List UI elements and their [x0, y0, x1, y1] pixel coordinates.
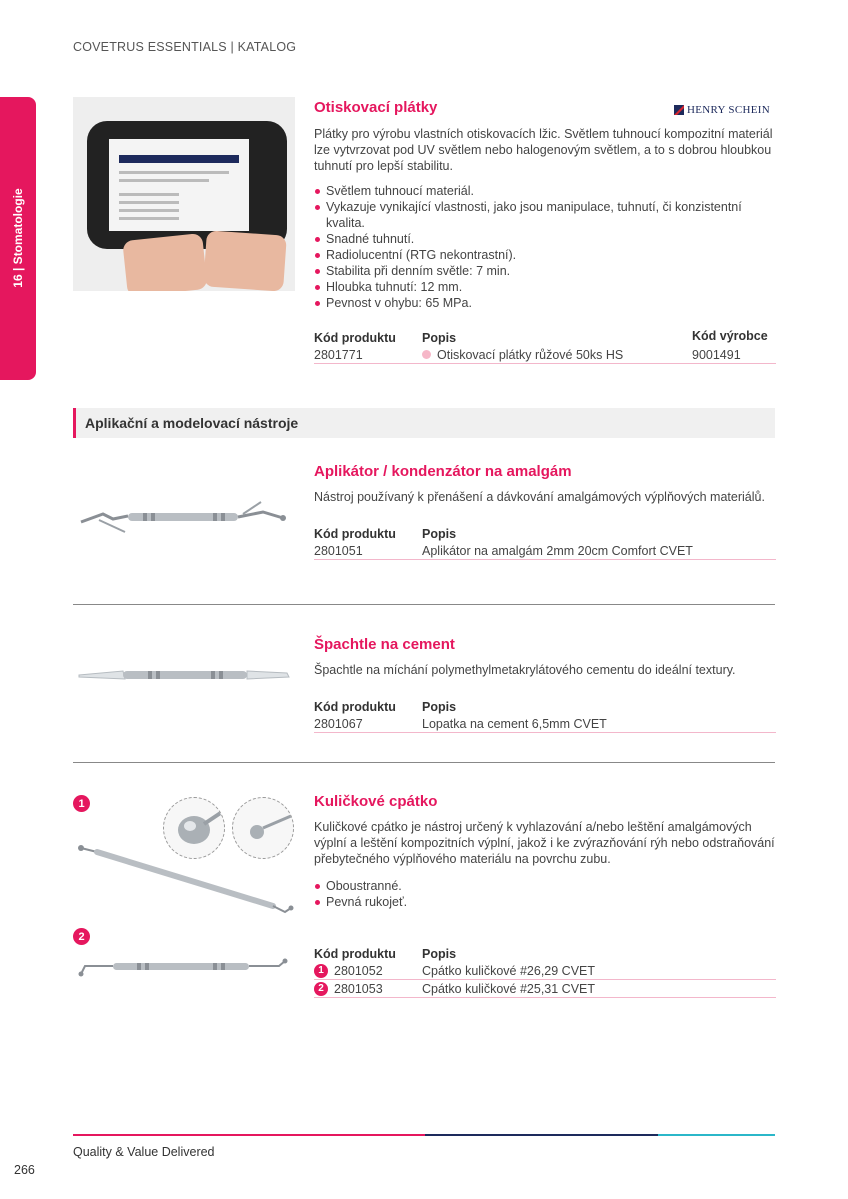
cement-spatula-image — [73, 662, 295, 688]
column-header: Popis — [422, 946, 457, 961]
feature-list — [314, 878, 774, 910]
table-header-row — [314, 945, 776, 962]
feature-item: Stabilita při denním světle: 7 min. — [314, 263, 774, 279]
brand-mark-icon — [674, 105, 684, 115]
footer-line-pink — [73, 1134, 425, 1136]
impression-tray-product-image — [73, 97, 295, 291]
table-row — [314, 715, 776, 733]
image-number-badge: 1 — [73, 795, 90, 812]
feature-item: Světlem tuhnoucí materiál. — [314, 183, 774, 199]
column-header: Kód produktu — [314, 946, 396, 961]
tray-sheet — [203, 230, 287, 291]
table-header-row — [314, 525, 776, 542]
product-code: 2801052 — [334, 963, 383, 978]
footer-line-navy — [425, 1134, 658, 1136]
product-title: Špachtle na cement — [314, 636, 455, 653]
column-header: Kód produktu — [314, 699, 396, 714]
table-row — [314, 542, 776, 560]
feature-item: Radiolucentní (RTG nekontrastní). — [314, 247, 774, 263]
divider — [73, 762, 775, 763]
feature-item: Pevnost v ohybu: 65 MPa. — [314, 295, 774, 311]
case-label — [109, 139, 249, 231]
page-number: 266 — [14, 1163, 35, 1177]
section-heading — [73, 408, 775, 438]
product-code: 2801053 — [334, 981, 383, 996]
product-desc: Cpátko kuličkové #26,29 CVET — [422, 963, 596, 978]
column-header: Kód výrobce — [692, 329, 768, 343]
column-header: Popis — [422, 526, 457, 541]
product-description: Nástroj používaný k přenášení a dávkování amalgámových výplňových materiálů. — [314, 490, 765, 504]
chapter-tab-label: 16 | Stomatologie — [11, 188, 25, 288]
column-header: Kód produktu — [314, 526, 396, 541]
product-table — [314, 698, 776, 733]
product-case — [87, 121, 287, 249]
product-description: Kuličkové cpátko je nástroj určený k vyhlazování a/nebo leštění amalgámových výplní a leštění kompozitních výplní, jakož i ke zvýrazňování rýh nebo odstraňování přebytečného výplňového materiálu na povrchu zubu. — [314, 820, 775, 866]
image-number-badge: 2 — [73, 928, 90, 945]
feature-list — [314, 183, 774, 311]
burnisher-image-1 — [73, 840, 295, 920]
product-code: 2801067 — [314, 716, 363, 731]
feature-item: Pevná rukojeť. — [314, 894, 774, 910]
product-desc: Aplikátor na amalgám 2mm 20cm Comfort CVET — [422, 543, 693, 558]
table-row — [314, 346, 776, 364]
product-desc: Lopatka na cement 6,5mm CVET — [422, 716, 607, 731]
divider — [73, 604, 775, 605]
footer-tagline: Quality & Value Delivered — [73, 1145, 215, 1159]
product-table — [314, 945, 776, 998]
table-row — [314, 962, 776, 980]
chapter-side-tab[interactable] — [0, 97, 36, 380]
product-table — [314, 329, 776, 364]
product-table — [314, 525, 776, 560]
product-title: Otiskovací plátky — [314, 99, 438, 116]
column-header: Popis — [422, 330, 457, 345]
feature-item: Snadné tuhnutí. — [314, 231, 774, 247]
column-header: Popis — [422, 699, 457, 714]
item-number-badge: 1 — [314, 964, 328, 978]
product-code: 2801051 — [314, 543, 363, 558]
amalgam-carrier-image — [73, 492, 295, 542]
color-swatch-icon — [422, 350, 431, 359]
product-code: 2801771 — [314, 347, 363, 362]
feature-item: Vykazuje vynikající vlastnosti, jako jsou manipulace, tuhnutí, či konzistentní kvalita. — [314, 199, 774, 231]
product-description: Plátky pro výrobu vlastních otiskovacích lžic. Světlem tuhnoucí kompozitní materiál lze vytvrzovat pod UV světlem nebo halogenovým světlem, a to s dobrou hloubkou tuhnutí pro lepší stabilitu. — [314, 127, 773, 173]
product-title: Kuličkové cpátko — [314, 793, 438, 810]
product-description: Špachtle na míchání polymethylmetakrylátového cementu do ideální textury. — [314, 663, 736, 677]
item-number-badge: 2 — [314, 982, 328, 996]
manufacturer-code: 9001491 — [692, 347, 741, 362]
catalog-header: COVETRUS ESSENTIALS | KATALOG — [73, 40, 297, 54]
footer-line-teal — [658, 1134, 775, 1136]
burnisher-image-2 — [73, 952, 295, 982]
feature-item: Hloubka tuhnutí: 12 mm. — [314, 279, 774, 295]
product-desc: Cpátko kuličkové #25,31 CVET — [422, 981, 596, 996]
feature-item: Oboustranné. — [314, 878, 774, 894]
table-header-row — [314, 329, 776, 346]
product-title: Aplikátor / kondenzátor na amalgám — [314, 463, 572, 480]
henry-schein-logo — [674, 104, 770, 116]
tray-sheet — [122, 233, 207, 291]
table-header-row — [314, 698, 776, 715]
product-desc: Otiskovací plátky růžové 50ks HS — [437, 347, 624, 362]
table-row — [314, 980, 776, 998]
column-header: Kód produktu — [314, 330, 396, 345]
brand-name: HENRY SCHEIN — [687, 104, 770, 116]
section-title: Aplikační a modelovací nástroje — [85, 415, 299, 431]
